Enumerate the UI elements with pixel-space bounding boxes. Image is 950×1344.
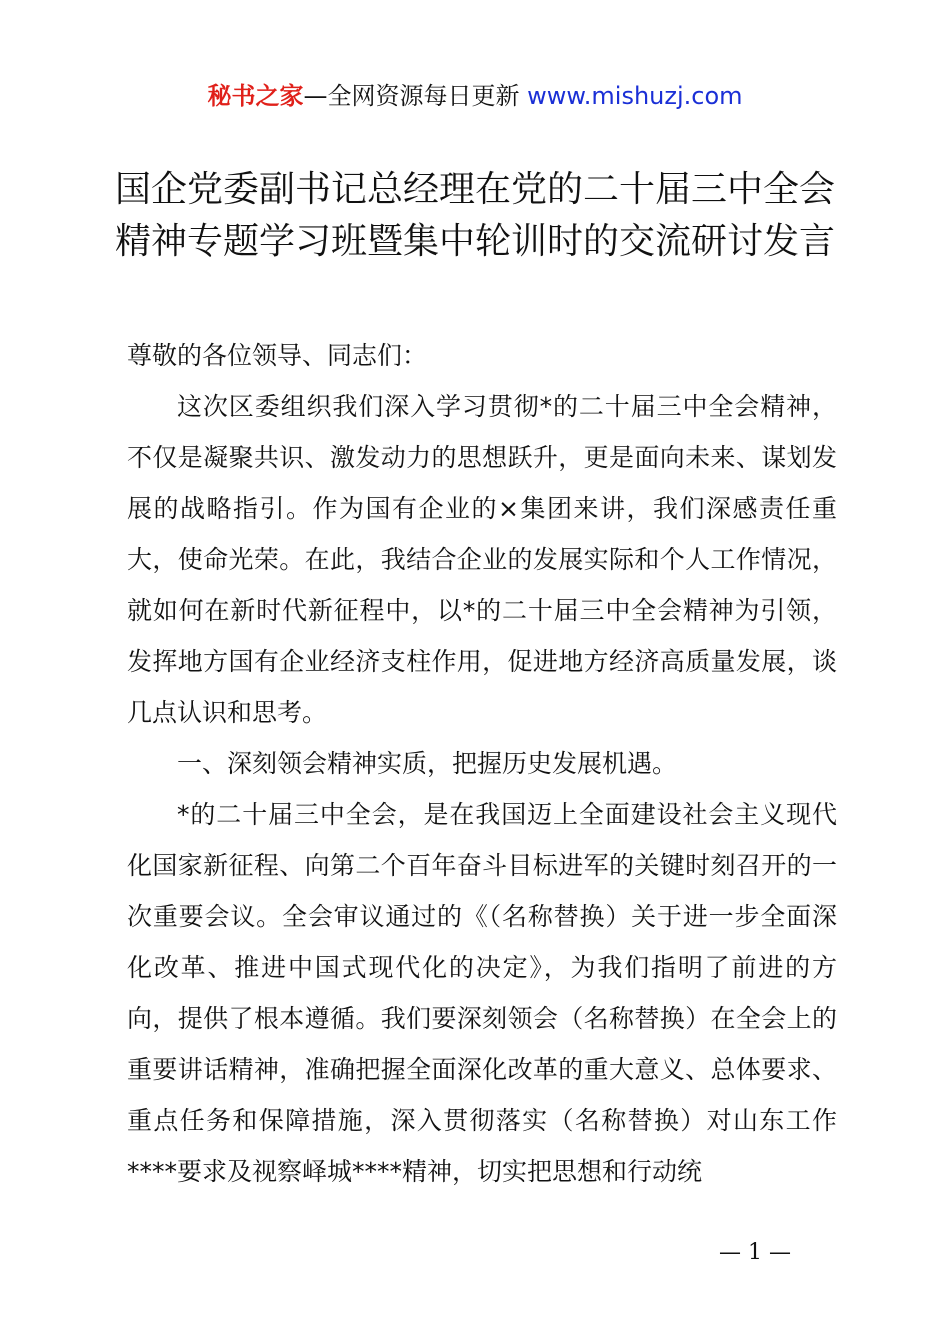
document-title	[0, 164, 950, 268]
title-line-1: 国企党委副书记总经理在党的二十届三中全会	[114, 169, 835, 210]
document-body	[127, 330, 837, 1197]
header-dash: —	[303, 82, 328, 110]
header-tagline: 全网资源每日更新	[327, 82, 520, 110]
brand-name: 秘书之家	[207, 82, 304, 110]
body-paragraph: *的二十届三中全会，是在我国迈上全面建设社会主义现代化国家新征程、向第二个百年奋斗目标进军的关键时刻召开的一次重要会议。全会审议通过的《（名称替换）关于进一步全面深化改革、推进中国式现代化的决定》，为我们指明了前进的方向，提供了根本遵循。我们要深刻领会（名称替换）在全会上的重要讲话精神，准确把握全面深化改革的重大意义、总体要求、重点任务和保障措施，深入贯彻落实（名称替换）对山东工作****要求及视察峄城****精神，切实把思想和行动统	[127, 800, 837, 1186]
page-number: — 1 —	[719, 1240, 791, 1265]
site-url-link[interactable]: www.mishuzj.com	[527, 82, 743, 110]
salutation: 尊敬的各位领导、同志们：	[127, 341, 428, 370]
title-line-2: 精神专题学习班暨集中轮训时的交流研讨发言	[114, 221, 835, 262]
site-header	[0, 80, 950, 112]
body-paragraph: 这次区委组织我们深入学习贯彻*的二十届三中全会精神，不仅是凝聚共识、激发动力的思想跃升，更是面向未来、谋划发展的战略指引。作为国有企业的×集团来讲，我们深感责任重大，使命光荣。在此，我结合企业的发展实际和个人工作情况，就如何在新时代新征程中，以*的二十届三中全会精神为引领，发挥地方国有企业经济支柱作用，促进地方经济高质量发展，谈几点认识和思考。	[127, 392, 837, 727]
section-heading: 一、深刻领会精神实质，把握历史发展机遇。	[177, 749, 678, 778]
